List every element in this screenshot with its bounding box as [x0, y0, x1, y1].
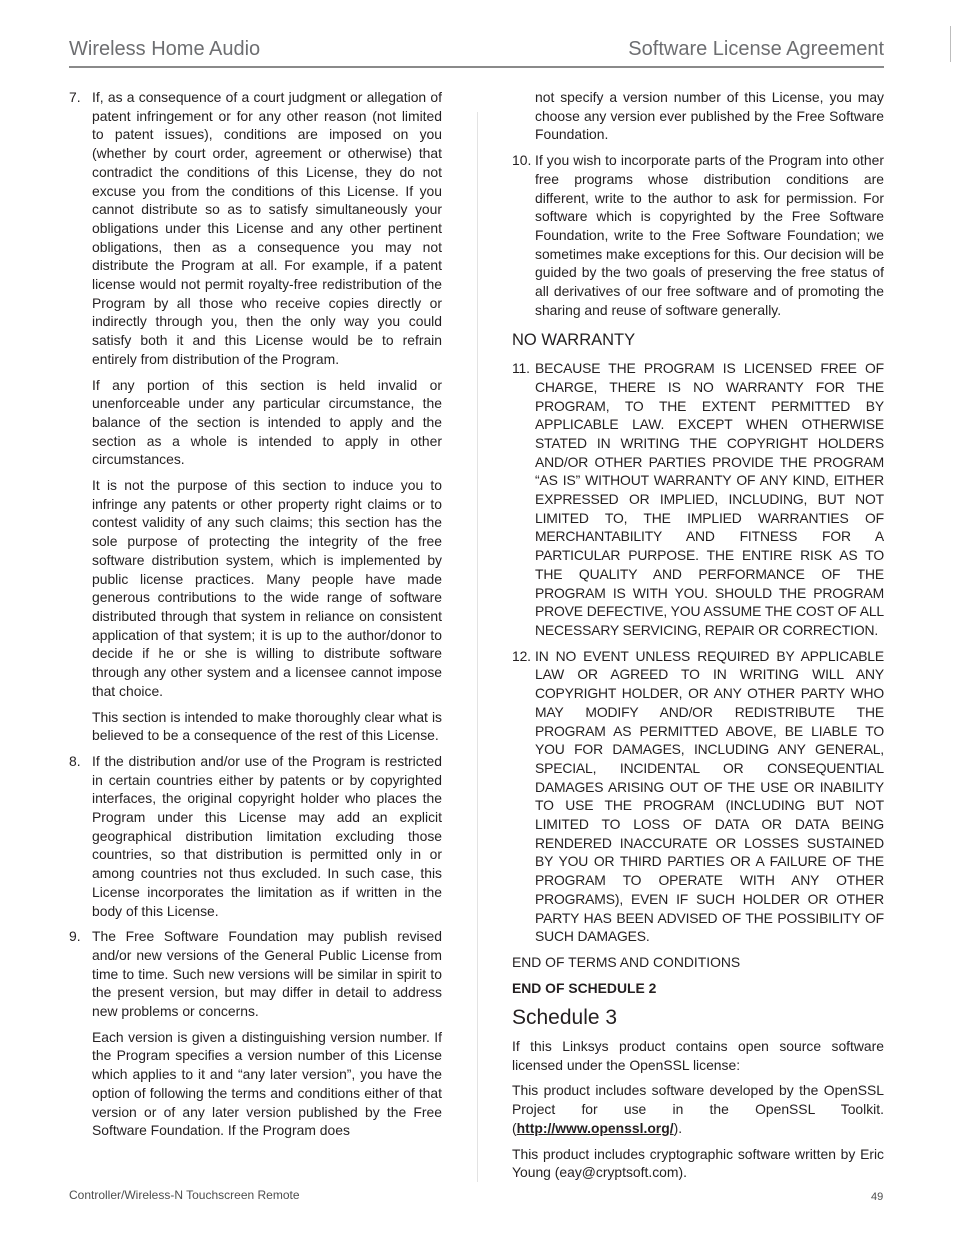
license-item-8: [69, 752, 442, 920]
item-9-continuation: not specify a version number of this License, you may choose any version ever published by the Free Software Foundation.: [535, 89, 884, 143]
license-item-7: [69, 88, 442, 745]
schedule-3-openssl-paragraph: [512, 1081, 884, 1137]
page-header: [69, 36, 884, 68]
openssl-text: This product includes software developed by the OpenSSL Project for use in the OpenSSL Toolkit. (: [512, 1082, 884, 1136]
item-text: If the distribution and/or use of the Program is restricted in certain countries either by patents or by copyrighted interfaces, the original copyright holder who places the Program under this License may add an explicit geographical distribution limitation excluding those countries, so that distribution is permitted only in or among countries not thus excluded. In such case, this License incorporates the limitation as if written in the body of this License.: [92, 752, 442, 919]
column-divider: [477, 112, 478, 1182]
license-item-9: [69, 927, 442, 1140]
license-item-10: [512, 151, 884, 319]
item-number: 9.: [69, 928, 81, 945]
item-number: 8.: [69, 752, 81, 769]
item-paragraph: This section is intended to make thoroughly clear what is believed to be a consequence of the rest of this License.: [92, 708, 442, 744]
item-paragraph: Each version is given a distinguishing version number. If the Program specifies a version number of this License which applies to it and “any later version”, you have the option of following the terms and conditions either of that version or of any later version published by the Free Software Foundation. If the Program does: [92, 1028, 442, 1139]
item-text: The Free Software Foundation may publish revised and/or new versions of the General Public License from time to time. Such new versions will be similar in spirit to the present version, but may differ in detail to address new problems or concerns.: [92, 928, 442, 1020]
no-warranty-heading: NO WARRANTY: [512, 331, 636, 350]
schedule-3-title: Schedule 3: [512, 1006, 618, 1030]
footer-page-number: 49: [871, 1191, 884, 1203]
end-of-terms: END OF TERMS AND CONDITIONS: [512, 953, 741, 970]
schedule-3-crypto-paragraph: This product includes cryptographic software written by Eric Young (eay@cryptsoft.com).: [512, 1145, 884, 1181]
schedule-3-intro: If this Linksys product contains open source software licensed under the OpenSSL license:: [512, 1038, 884, 1073]
header-title-right: Software License Agreement: [628, 38, 884, 60]
license-item-12: [512, 647, 884, 946]
item-text: BECAUSE THE PROGRAM IS LICENSED FREE OF CHARGE, THERE IS NO WARRANTY FOR THE PROGRAM, TO THE EXTENT PERMITTED BY APPLICABLE LAW. EXCEPT WHEN OTHERWISE STATED IN WRITING THE COPYRIGHT HOLDERS AND/OR OTHER PARTIES PROVIDE THE PROGRAM “AS IS” WITHOUT WARRANTY OF ANY KIND, EITHER EXPRESSED OR IMPLIED, INCLUDING, BUT NOT LIMITED TO, THE IMPLIED WARRANTIES OF MERCHANTABILITY AND FITNESS FOR A PARTICULAR PURPOSE. THE ENTIRE RISK AS TO THE QUALITY AND PERFORMANCE OF THE PROGRAM IS WITH YOU. SHOULD THE PROGRAM PROVE DEFECTIVE, YOU ASSUME THE COST OF ALL NECESSARY SERVICING, REPAIR OR CORRECTION.: [535, 360, 884, 638]
right-column: [512, 88, 884, 1189]
item-number: 10.: [512, 152, 532, 169]
item-number: 11.: [512, 360, 530, 377]
license-item-11: [512, 359, 884, 640]
footer-product-name: Controller/Wireless-N Touchscreen Remote: [69, 1188, 300, 1202]
item-number: 12.: [512, 647, 531, 664]
item-text: If, as a consequence of a court judgment or allegation of patent infringement or for any other reason (not limited to patent issues), conditions are imposed on you (whether by court order, agreement or otherwise) that contradict the conditions of this License, they do not excuse you from the conditions of this License. If you cannot distribute so as to satisfy simultaneously your obligations under this License and any other pertinent obligations, then as a consequence you may not distribute the Program at all. For example, if a patent license would not permit royalty-free redistribution of the Program by all those who receive copies directly or indirectly through you, then the only way you could satisfy both it and this License would be to refrain entirely from distribution of the Program.: [92, 89, 442, 367]
openssl-link[interactable]: http://www.openssl.org/: [516, 1119, 674, 1136]
item-paragraph: If any portion of this section is held invalid or unenforceable under any particular circumstance, the balance of the section is intended to apply and the section as a whole is intended to apply in other circumstances.: [92, 376, 442, 468]
item-text: IN NO EVENT UNLESS REQUIRED BY APPLICABLE LAW OR AGREED TO IN WRITING WILL ANY COPYRIGHT HOLDER, OR ANY OTHER PARTY WHO MAY MODIFY AND/OR REDISTRIBUTE THE PROGRAM AS PERMITTED ABOVE, BE LIABLE TO YOU FOR DAMAGES, INCLUDING ANY GENERAL, SPECIAL, INCIDENTAL OR CONSEQUENTIAL DAMAGES ARISING OUT OF THE USE OR INABILITY TO USE THE PROGRAM (INCLUDING BUT NOT LIMITED TO LOSS OF DATA OR DATA BEING RENDERED INACCURATE OR LOSSES SUSTAINED BY YOU OR THIRD PARTIES OR A FAILURE OF THE PROGRAM TO OPERATE WITH ANY OTHER PROGRAMS), EVEN IF SUCH HOLDER OR OTHER PARTY HAS BEEN ADVISED OF THE POSSIBILITY OF SUCH DAMAGES.: [535, 647, 884, 945]
page-edge-mark: [950, 26, 954, 62]
item-text: If you wish to incorporate parts of the Program into other free programs whose distribution conditions are different, write to the author to ask for permission. For software which is copyrighted by the Free Software Foundation, write to the Free Software Foundation; we sometimes make exceptions for this. Our decision will be guided by the two goals of preserving the free status of all derivatives of our free software and of promoting the sharing and reuse of software generally.: [535, 152, 884, 318]
end-of-schedule: END OF SCHEDULE 2: [512, 979, 657, 996]
openssl-text-end: ).: [673, 1119, 683, 1136]
item-paragraph: It is not the purpose of this section to induce you to infringe any patents or other property right claims or to contest validity of any such claims; this section has the sole purpose of protecting the integrity of the free software distribution system, which is implemented by public license practices. Many people have made generous contributions to the wide range of software distributed through that system in reliance on consistent application of that system; it is up to the author/donor to decide if he or she is willing to distribute software through any other system and a licensee cannot impose that choice.: [92, 477, 442, 699]
item-number: 7.: [69, 89, 81, 105]
left-column: [69, 88, 442, 1147]
header-title-left: Wireless Home Audio: [69, 38, 261, 60]
